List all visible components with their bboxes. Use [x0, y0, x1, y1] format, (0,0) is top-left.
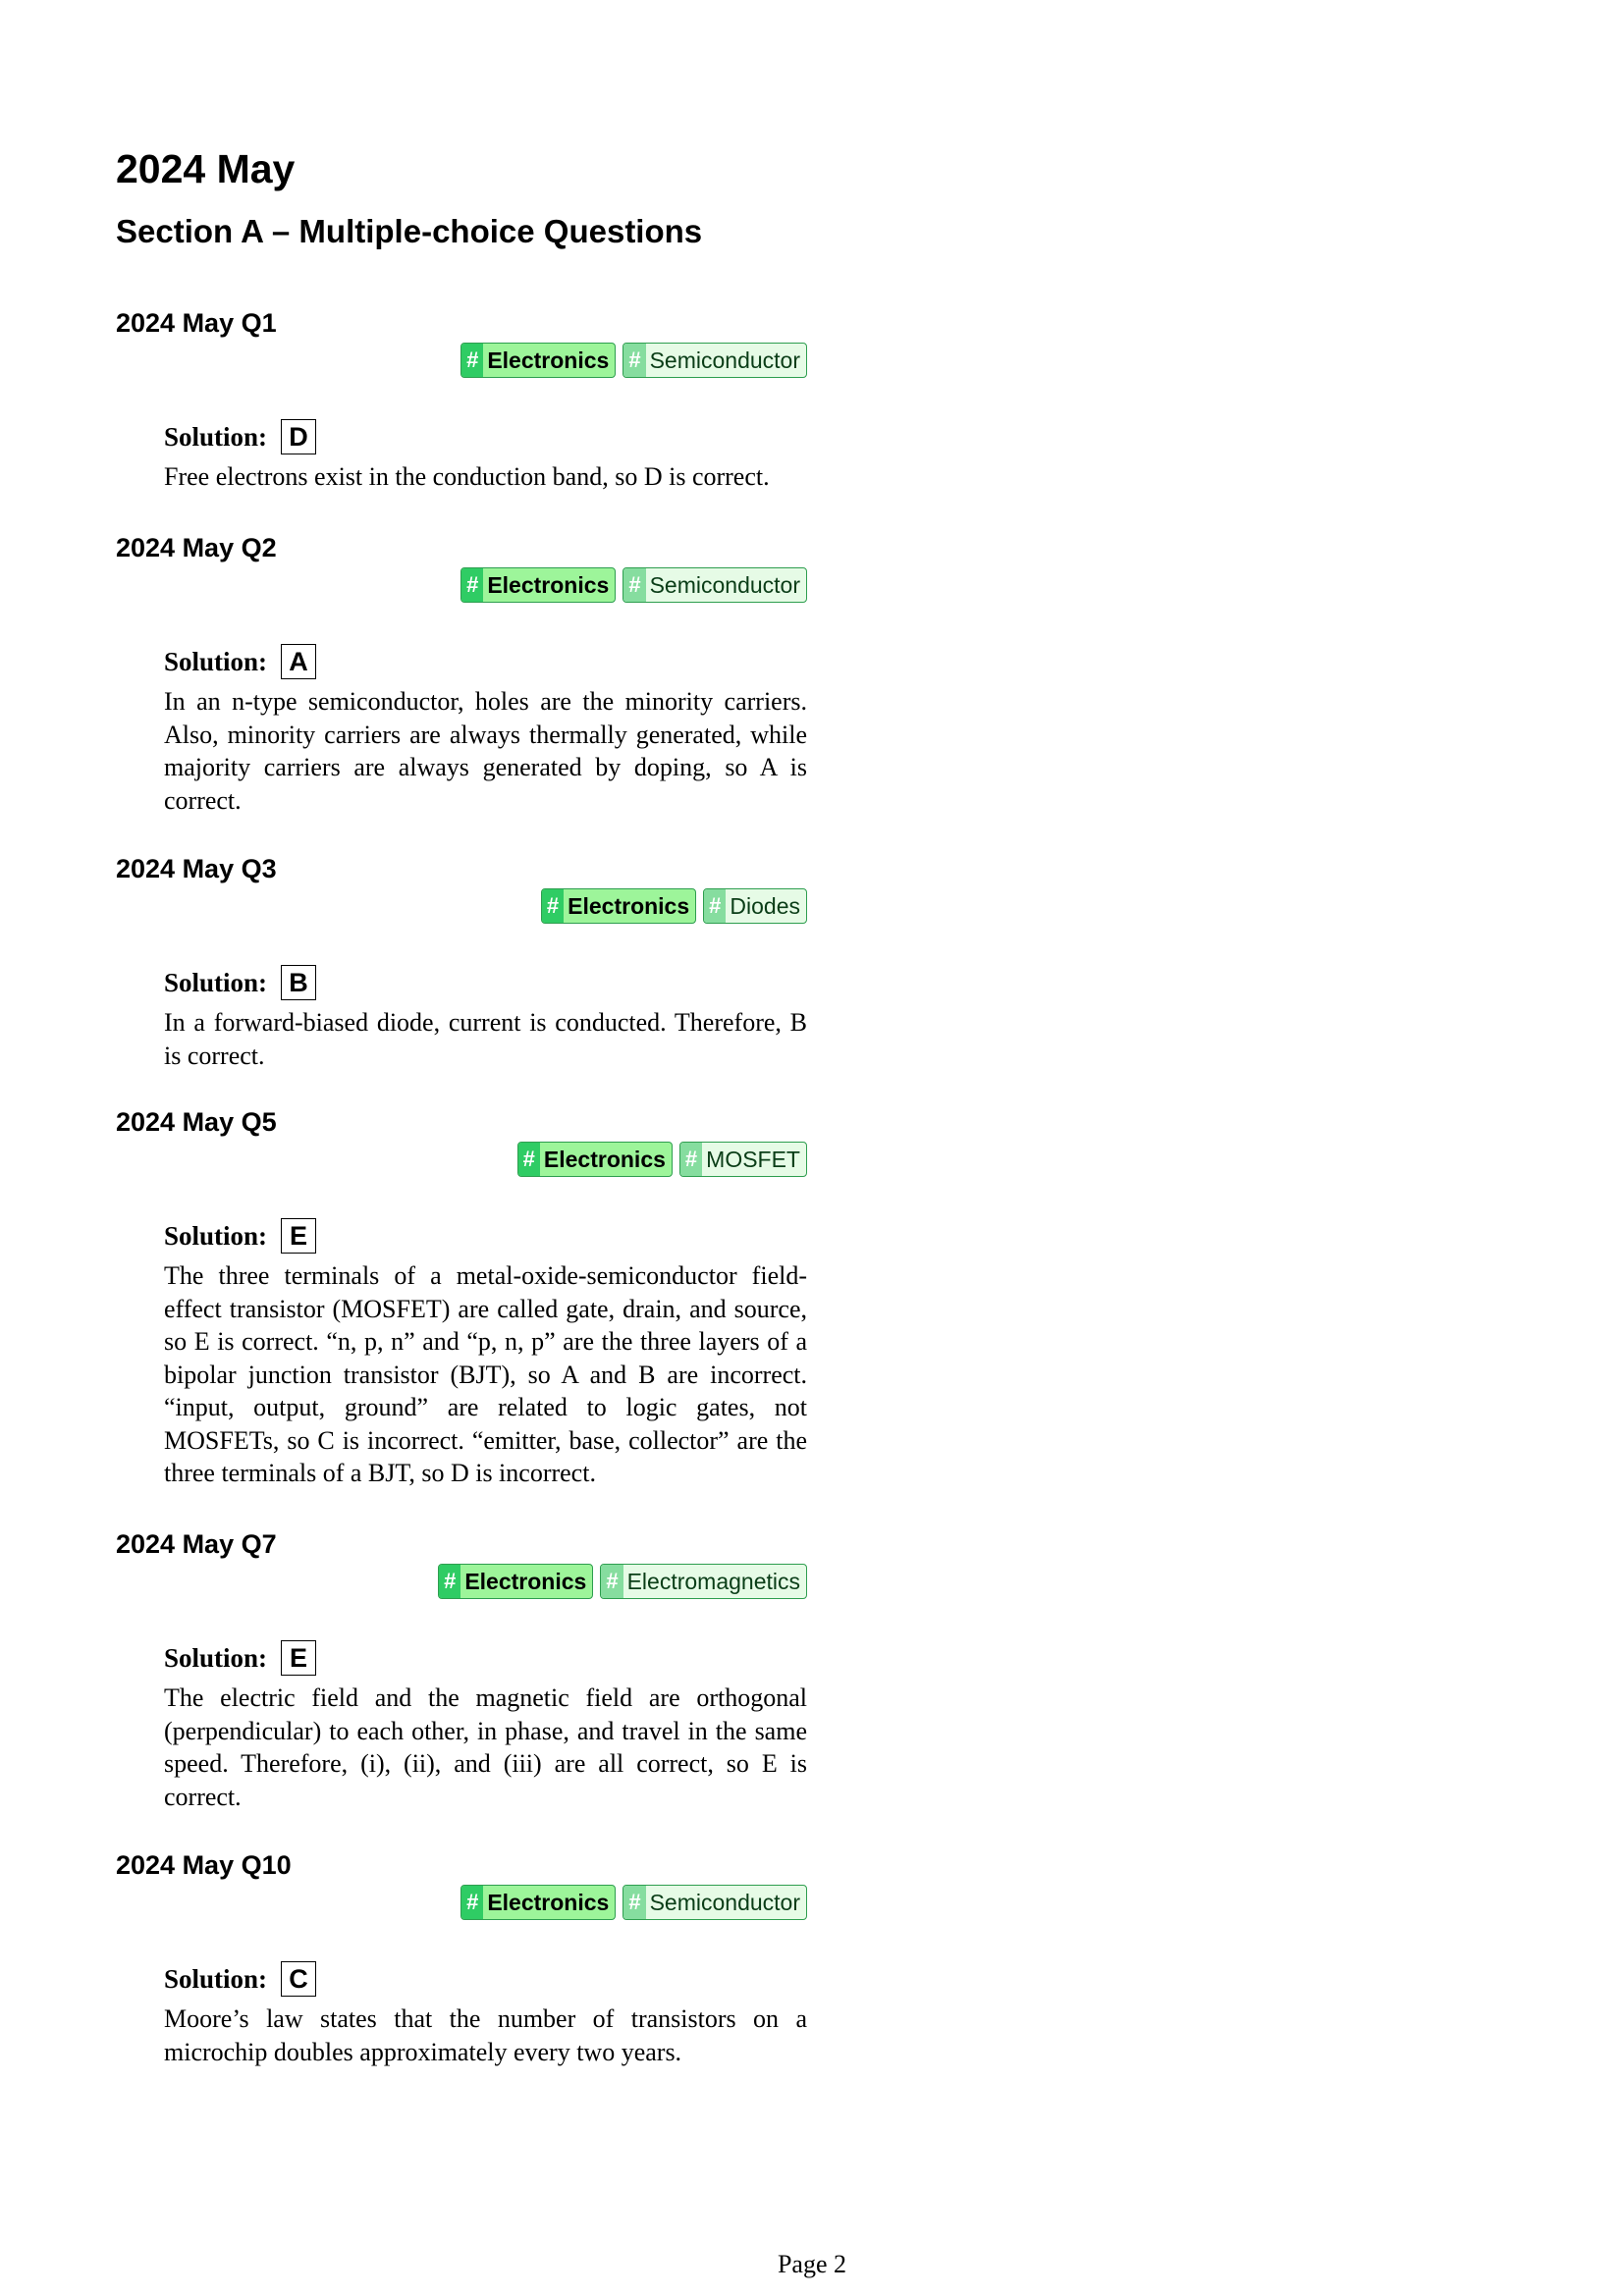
- tag-row: [116, 1885, 807, 1924]
- tag-row: [116, 888, 807, 928]
- topic-tag[interactable]: [541, 888, 696, 924]
- tag-label: Electronics: [543, 1146, 666, 1172]
- tag-row: [116, 343, 807, 382]
- tag-label: Electronics: [487, 347, 610, 373]
- tag-label: Electronics: [487, 1889, 610, 1915]
- subtopic-tag[interactable]: [623, 567, 807, 603]
- question-heading: 2024 May Q5: [116, 1107, 277, 1137]
- solution-line: [164, 642, 807, 681]
- page-title: 2024 May: [116, 146, 296, 191]
- solution-line: [164, 417, 807, 456]
- solution-line: [164, 1959, 807, 1999]
- question-heading: 2024 May Q2: [116, 533, 277, 562]
- subtopic-tag[interactable]: [679, 1142, 807, 1177]
- solution-explanation: In an n-type semiconductor, holes are the minority carriers. Also, minority carriers are always thermally generated, while majority carriers are always generated by doping, so A is correct.: [164, 687, 807, 815]
- answer-box: A: [281, 644, 316, 679]
- tag-label: Electronics: [568, 892, 690, 919]
- tag-label: Diodes: [730, 892, 800, 919]
- subtopic-tag[interactable]: [703, 888, 807, 924]
- question-block: [116, 1848, 807, 2068]
- topic-tag[interactable]: [438, 1564, 593, 1599]
- page-number: Page 2: [777, 2250, 847, 2278]
- solution-line: [164, 1638, 807, 1678]
- topic-tag[interactable]: [460, 1885, 616, 1920]
- hash-icon: #: [461, 568, 483, 602]
- solution-line: [164, 963, 807, 1002]
- hash-icon: #: [518, 1143, 540, 1176]
- solution-line: [164, 1216, 807, 1255]
- topic-tag[interactable]: [517, 1142, 673, 1177]
- solution-label: Solution:: [164, 1642, 268, 1673]
- hash-icon: #: [680, 1143, 702, 1176]
- hash-icon: #: [439, 1565, 460, 1598]
- answer-box: D: [281, 419, 316, 454]
- hash-icon: #: [461, 1886, 483, 1919]
- solution-label: Solution:: [164, 646, 268, 676]
- solution-label: Solution:: [164, 1963, 268, 1994]
- question-block: [116, 1527, 807, 1813]
- tag-label: Semiconductor: [649, 571, 800, 598]
- section-title: Section A – Multiple-choice Questions: [116, 213, 703, 249]
- tag-row: [116, 1142, 807, 1181]
- hash-icon: #: [704, 889, 726, 923]
- tag-label: Electromagnetics: [626, 1568, 800, 1594]
- topic-tag[interactable]: [460, 343, 616, 378]
- solution-label: Solution:: [164, 1220, 268, 1251]
- answer-box: E: [281, 1640, 316, 1676]
- tag-label: MOSFET: [706, 1146, 800, 1172]
- question-block: [116, 531, 807, 817]
- hash-icon: #: [623, 1886, 645, 1919]
- subtopic-tag[interactable]: [623, 343, 807, 378]
- question-block: [116, 1105, 807, 1490]
- tag-label: Semiconductor: [649, 347, 800, 373]
- hash-icon: #: [623, 568, 645, 602]
- solution-explanation: The three terminals of a metal-oxide-semiconductor field-effect transistor (MOSFET) are called gate, drain, and source, so E is correct. “n, p, n” and “p, n, p” are the three layers of a bipolar junction transistor (BJT), so A and B are incorrect. “input, output, ground” are related to logic gates, not MOSFETs, so C is incorrect. “emitter, base, collector” are the three terminals of a BJT, so D is incorrect.: [164, 1261, 807, 1487]
- solution-explanation: The electric field and the magnetic field are orthogonal (perpendicular) to each other, in phase, and travel in the same speed. Therefore, (i), (ii), and (iii) are all correct, so E is correct.: [164, 1683, 807, 1811]
- question-heading: 2024 May Q10: [116, 1850, 292, 1880]
- question-heading: 2024 May Q7: [116, 1529, 277, 1559]
- solution-explanation: Free electrons exist in the conduction band, so D is correct.: [164, 462, 770, 491]
- solution-explanation: Moore’s law states that the number of transistors on a microchip doubles approximately every two years.: [164, 2004, 807, 2066]
- hash-icon: #: [461, 344, 483, 377]
- hash-icon: #: [623, 344, 645, 377]
- answer-box: E: [281, 1218, 316, 1254]
- hash-icon: #: [542, 889, 564, 923]
- question-block: [116, 852, 807, 1072]
- solution-label: Solution:: [164, 421, 268, 452]
- answer-box: C: [281, 1961, 316, 1997]
- tag-label: Electronics: [487, 571, 610, 598]
- hash-icon: #: [601, 1565, 623, 1598]
- topic-tag[interactable]: [460, 567, 616, 603]
- tag-row: [116, 567, 807, 607]
- tag-label: Semiconductor: [649, 1889, 800, 1915]
- subtopic-tag[interactable]: [623, 1885, 807, 1920]
- solution-label: Solution:: [164, 967, 268, 997]
- question-heading: 2024 May Q1: [116, 308, 277, 338]
- question-block: [116, 306, 807, 494]
- tag-row: [116, 1564, 807, 1603]
- answer-box: B: [281, 965, 316, 1000]
- solution-explanation: In a forward-biased diode, current is conducted. Therefore, B is correct.: [164, 1008, 807, 1070]
- subtopic-tag[interactable]: [600, 1564, 807, 1599]
- tag-label: Electronics: [464, 1568, 587, 1594]
- question-heading: 2024 May Q3: [116, 854, 277, 883]
